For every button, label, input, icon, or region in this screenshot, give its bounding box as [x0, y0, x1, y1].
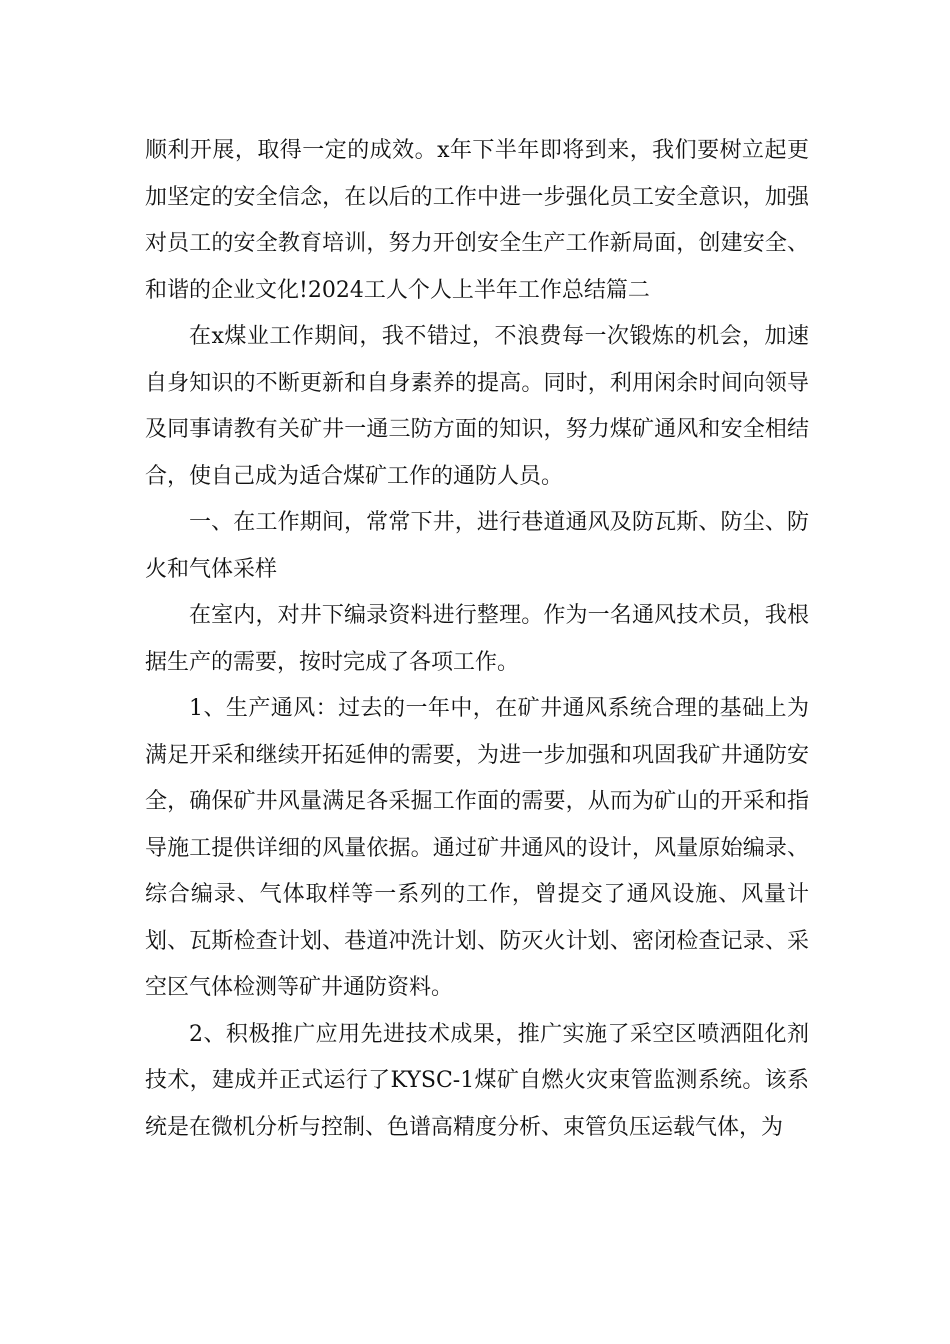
paragraph-3: 一、在工作期间，常常下井，进行巷道通风及防瓦斯、防尘、防火和气体采样	[145, 510, 809, 582]
paragraph-6: 2、积极推广应用先进技术成果，推广实施了采空区喷洒阻化剂技术，建成并正式运行了KYSC-1煤矿自燃火灾束管监测系统。该系统是在微机分析与控制、色谱高精度分析、束管负压运载气体，为	[145, 1021, 809, 1140]
paragraph-4: 在室内，对井下编录资料进行整理。作为一名通风技术员，我根据生产的需要，按时完成了各项工作。	[145, 603, 809, 675]
paragraph-1: 顺利开展，取得一定的成效。x年下半年即将到来，我们要树立起更加坚定的安全信念，在以后的工作中进一步强化员工安全意识，加强对员工的安全教育培训，努力开创安全生产工作新局面，创建安全、和谐的企业文化!2024工人个人上半年工作总结篇二	[145, 138, 809, 303]
paragraph-5: 1、生产通风：过去的一年中，在矿井通风系统合理的基础上为满足开采和继续开拓延伸的需要，为进一步加强和巩固我矿井通防安全，确保矿井风量满足各采掘工作面的需要，从而为矿山的开采和指导施工提供详细的风量依据。通过矿井通风的设计，风量原始编录、综合编录、气体取样等一系列的工作，曾提交了通风设施、风量计划、瓦斯检查计划、巷道冲洗计划、防灭火计划、密闭检查记录、采空区气体检测等矿井通防资料。	[145, 696, 809, 1000]
paragraph-2: 在x煤业工作期间，我不错过，不浪费每一次锻炼的机会，加速自身知识的不断更新和自身素养的提高。同时，利用闲余时间向领导及同事请教有关矿井一通三防方面的知识，努力煤矿通风和安全相结合，使自己成为适合煤矿工作的通防人员。	[145, 324, 809, 489]
document-page	[145, 128, 809, 1151]
